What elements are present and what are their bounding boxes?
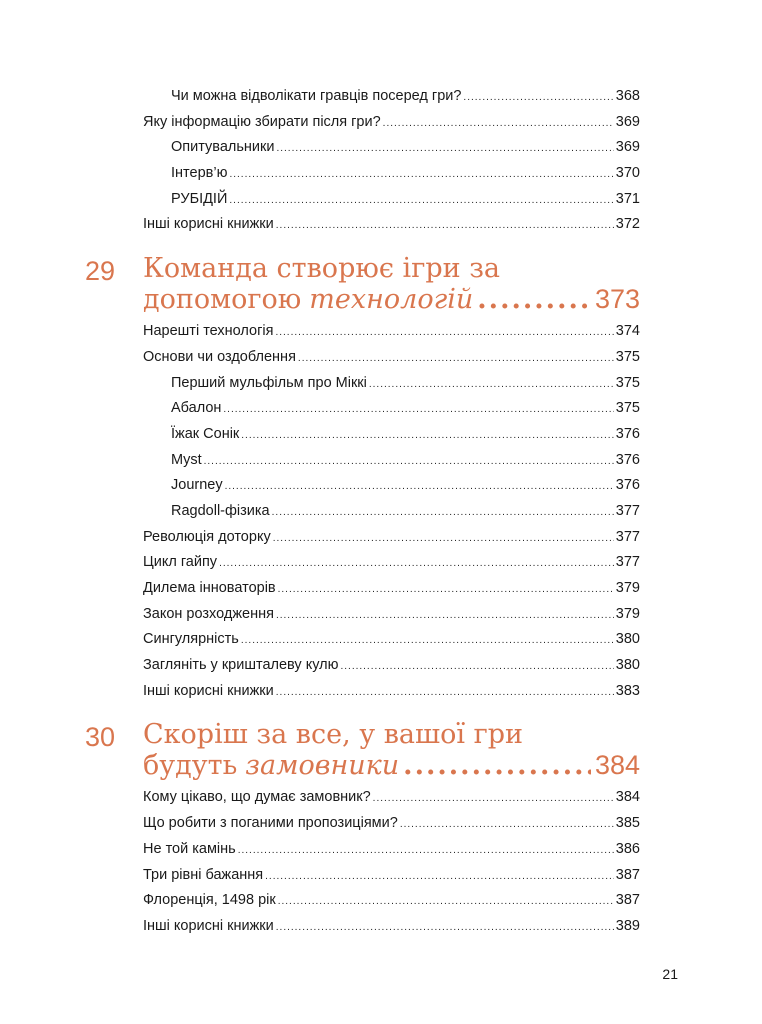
toc-entry-title: Опитувальники [171,139,275,156]
chapter-title-italic: замовники [245,750,400,782]
toc-entry-title: Нарешті технологія [143,323,274,340]
toc-entry-page: 377 [615,554,640,571]
toc-entry [143,576,640,602]
toc-entry-title: Інші корисні книжки [143,682,274,699]
toc-entry [143,914,640,940]
toc-entry-page: 389 [615,917,640,934]
toc-entry-title: Що робити з поганими пропозиціями? [143,815,398,832]
toc-entry-title: Їжак Сонік [171,425,240,442]
dot-leader [276,680,614,706]
toc-section-top [143,84,640,238]
toc-entry-title: Чи можна відволікати гравців посеред гри? [171,88,462,104]
dot-leader [403,751,591,781]
toc-entry-title: Ragdoll-фізика [171,502,270,519]
dot-leader [276,136,613,162]
dot-leader [229,162,613,188]
dot-leader [278,577,614,603]
chapter-title-line-1: Команда створює ігри за [143,253,501,285]
toc-entry-page: 372 [615,216,640,233]
toc-entry-title: Закон розходження [143,605,274,622]
dot-leader [265,864,614,890]
chapter-page-number: 384 [594,750,640,781]
dot-leader [278,889,614,915]
toc-entry [143,679,640,705]
toc-entry [143,785,640,811]
toc-entry [143,319,640,345]
toc-entry [143,448,640,474]
toc-entry-title: Флоренція, 1498 рік [143,892,276,909]
dot-leader [229,188,613,214]
page-number: 21 [662,966,678,982]
toc-entry-page: 387 [615,866,640,883]
dot-leader [219,551,614,577]
toc-entry-page: 384 [615,789,640,806]
toc-entry-page: 376 [615,451,640,468]
dot-leader [273,526,614,552]
dot-leader [272,500,614,526]
toc-section-chapter-29 [143,319,640,704]
toc-entry-page: 368 [615,88,640,104]
toc-section-chapter-30 [143,785,640,939]
toc-entry-page: 385 [615,815,640,832]
toc-entry-title: РУБІДІЙ [171,190,228,207]
toc-entry-page: 380 [615,657,640,674]
toc-entry-title: Інші корисні книжки [143,917,274,934]
dot-leader [238,838,614,864]
toc-entry [143,161,640,187]
dot-leader [373,786,614,812]
toc-entry-page: 369 [615,139,640,156]
toc-entry [143,371,640,397]
toc-entry [143,396,640,422]
toc-entry-page: 377 [615,502,640,519]
toc-entry-page: 383 [615,682,640,699]
toc-entry-title: Інші корисні книжки [143,216,274,233]
dot-leader [477,285,591,315]
toc-entry-page: 379 [615,605,640,622]
toc-entry-page: 376 [615,425,640,442]
toc-entry-title: Перший мульфільм про Міккі [171,374,367,391]
toc-entry-page: 375 [615,348,640,365]
toc-entry-page: 371 [615,190,640,207]
chapter-page-number: 373 [594,284,640,315]
toc-entry [143,602,640,628]
toc-entry-page: 369 [615,113,640,130]
dot-leader [463,85,613,111]
dot-leader [225,474,614,500]
toc-entry [143,525,640,551]
dot-leader [276,603,614,629]
toc-entry [143,345,640,371]
chapter-title-line-2 [143,750,640,781]
toc-entry-title: Революція доторку [143,528,271,545]
toc-entry-title: Три рівні бажання [143,866,264,883]
toc-entry-title: Цикл гайпу [143,554,218,571]
chapter-30-heading [85,719,640,782]
toc-entry [143,811,640,837]
toc-entry-page: 380 [615,631,640,648]
toc-entry-title: Сингулярність [143,631,239,648]
toc-entry-page: 377 [615,528,640,545]
dot-leader [241,628,614,654]
dot-leader [400,812,614,838]
chapter-number: 30 [85,722,116,753]
toc-entry-title: Основи чи оздоблення [143,348,296,365]
toc-entry-page: 375 [615,400,640,417]
toc-entry-title: Яку інформацію збирати після гри? [143,113,381,130]
chapter-title-plain: будуть [143,750,238,782]
dot-leader [276,213,614,239]
toc-entry-page: 375 [615,374,640,391]
chapter-title-italic: технологій [309,284,474,316]
toc-entry-title: Загляніть у кришталеву кулю [143,657,339,674]
toc-entry [143,422,640,448]
toc-entry [143,473,640,499]
toc-entry-title: Інтерв’ю [171,165,228,182]
dot-leader [298,346,614,372]
table-of-contents [85,84,640,940]
toc-entry-title: Кому цікаво, що думає замовник? [143,789,371,806]
toc-entry-page: 379 [615,580,640,596]
toc-entry-page: 386 [615,840,640,857]
dot-leader [340,654,613,680]
toc-entry-title: Дилема інноваторів [143,580,276,596]
toc-entry [143,888,640,914]
toc-entry [143,84,640,110]
dot-leader [369,372,614,398]
toc-entry [143,499,640,525]
dot-leader [275,320,613,346]
toc-entry-page: 376 [615,477,640,494]
toc-entry [143,837,640,863]
toc-entry-page: 374 [615,323,640,340]
chapter-number: 29 [85,256,116,287]
chapter-29-heading [85,253,640,316]
toc-entry [143,135,640,161]
dot-leader [204,449,614,475]
toc-entry-title: Не той камінь [143,840,236,857]
toc-entry [143,187,640,213]
toc-entry [143,550,640,576]
toc-entry [143,627,640,653]
dot-leader [383,111,614,137]
dot-leader [241,423,614,449]
toc-entry-title: Myst [171,451,202,468]
toc-entry-title: Абалон [171,400,222,417]
chapter-title-plain: допомогою [143,284,302,316]
toc-entry [143,212,640,238]
chapter-title-line-2 [143,284,640,315]
toc-entry [143,863,640,889]
chapter-title-line-1: Скоріш за все, у вашої гри [143,719,524,751]
toc-entry [143,653,640,679]
toc-entry-title: Journey [171,477,223,494]
toc-entry-page: 387 [615,892,640,909]
dot-leader [223,397,613,423]
toc-entry-page: 370 [615,165,640,182]
dot-leader [276,915,614,941]
toc-entry [143,110,640,136]
